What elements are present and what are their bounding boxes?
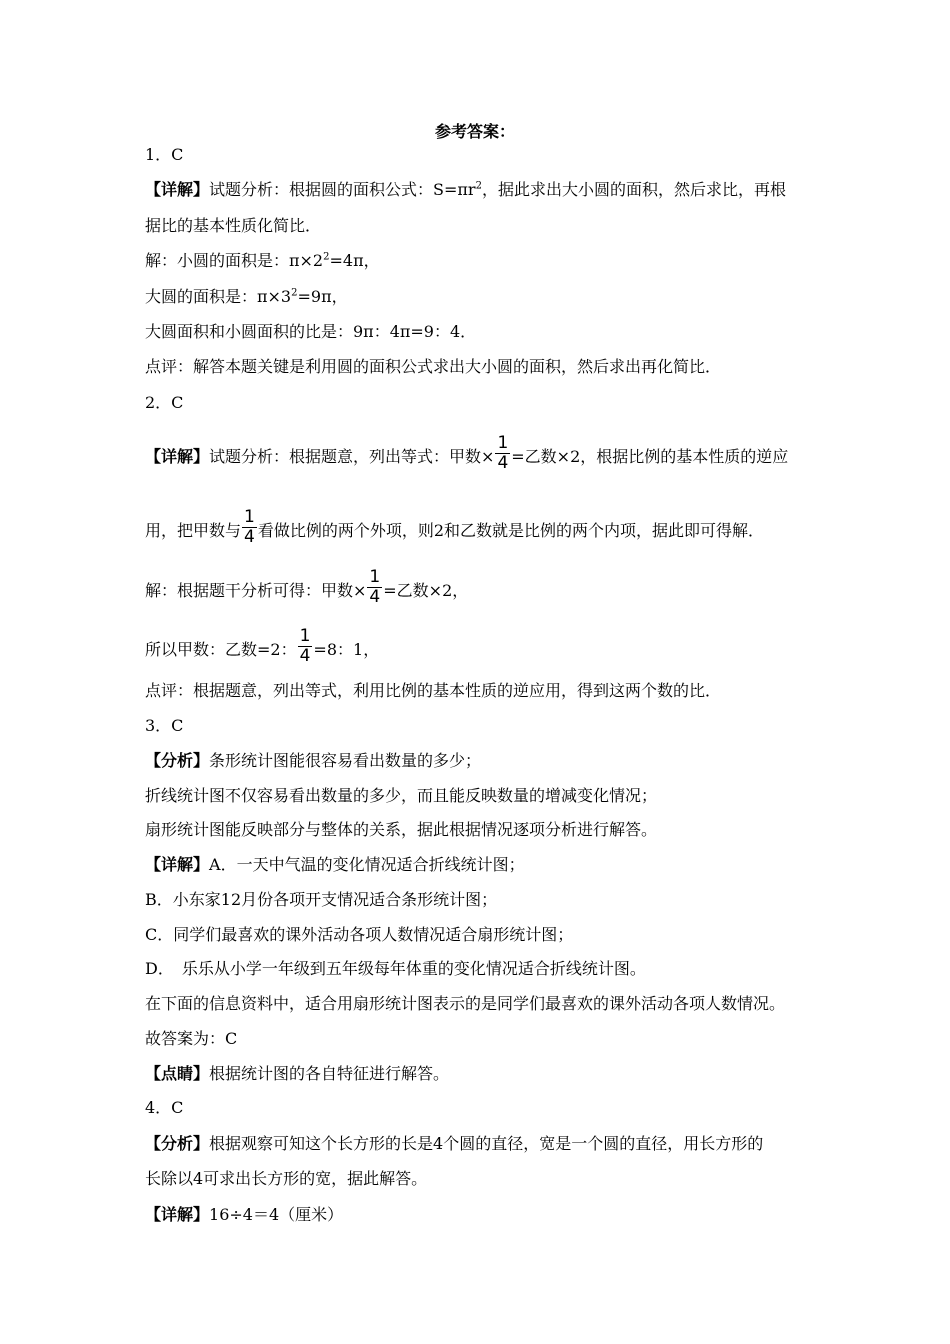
- fraction-one-quarter: [367, 568, 382, 607]
- q3-a1: 条形统计图能很容易看出数量的多少；: [209, 751, 482, 770]
- q1-exponent: 2: [475, 180, 482, 192]
- q2-d2b: 看做比例的两个外项，则2和乙数就是比例的两个内项，据此即可得解．: [257, 521, 765, 540]
- q3-point: [145, 1064, 449, 1084]
- q1-detail-line-2: 据比的基本性质化简比．: [145, 216, 322, 235]
- fraction-one-quarter: [495, 434, 510, 473]
- q4-detail: [145, 1205, 343, 1225]
- q3-analysis-tag: 【分析】: [145, 751, 210, 770]
- q1-small-a: 解：小圆的面积是：π×2: [145, 251, 324, 270]
- frac-den: 4: [369, 587, 381, 607]
- q2-comment: 点评：根据题意，列出等式，利用比例的基本性质的逆应用，得到这两个数的比．: [145, 681, 722, 700]
- q2-solution-1: [145, 567, 469, 611]
- q1-small-exponent: 2: [323, 251, 330, 263]
- q2-s1b: =乙数×2，: [383, 581, 469, 600]
- q2-solution-2: [145, 626, 380, 670]
- frac-num: 1: [299, 626, 311, 646]
- q3-detail-b: B．小东家12月份各项开支情况适合条形统计图；: [145, 890, 498, 909]
- q4-analysis-tag: 【分析】: [145, 1134, 210, 1153]
- fraction-one-quarter: [242, 508, 257, 547]
- q1-detail-text-b: ，据此求出大小圆的面积，然后求比，再根: [481, 180, 786, 199]
- q1-small-circle-area: [145, 251, 380, 271]
- q1-detail-text-a: 试题分析：根据圆的面积公式：S=πr: [209, 180, 476, 199]
- q2-s2b: =8：1，: [313, 640, 380, 659]
- q4-detail-tag: 【详解】: [145, 1205, 210, 1224]
- q1-big-b: =9π，: [297, 287, 348, 306]
- q2-d1a: 试题分析：根据题意，列出等式：甲数×: [209, 447, 495, 466]
- frac-den: 4: [299, 646, 311, 666]
- q4-head: 4．C: [145, 1098, 184, 1117]
- q3-detail-d: D． 乐乐从小学一年级到五年级每年体重的变化情况适合折线统计图。: [145, 959, 646, 978]
- q1-detail-tag: 【详解】: [145, 180, 210, 199]
- frac-den: 4: [497, 453, 509, 473]
- q3-detail-tag: 【详解】: [145, 855, 210, 874]
- q2-s2a: 所以甲数：乙数=2：: [145, 640, 297, 659]
- q2-detail-tag: 【详解】: [145, 447, 210, 466]
- q3-point-tag: 【点睛】: [145, 1064, 210, 1083]
- frac-num: 1: [497, 433, 509, 453]
- q1-big-circle-area: [145, 287, 348, 307]
- q2-head: 2．C: [145, 393, 184, 412]
- q3-head: 3．C: [145, 716, 184, 735]
- q4-a1: 根据观察可知这个长方形的长是4个圆的直径，宽是一个圆的直径，用长方形的: [209, 1134, 764, 1153]
- q1-head: 1．C: [145, 145, 184, 164]
- q1-small-b: =4π，: [329, 251, 380, 270]
- q3-answer: 故答案为：C: [145, 1029, 238, 1048]
- q3-da: A．一天中气温的变化情况适合折线统计图；: [209, 855, 525, 874]
- q3-detail-a: [145, 855, 525, 875]
- q1-big-exponent: 2: [291, 287, 298, 299]
- q3-analysis-3: 扇形统计图能反映部分与整体的关系，据此根据情况逐项分析进行解答。: [145, 820, 658, 839]
- q2-d2a: 用，把甲数与: [145, 521, 242, 540]
- q2-detail-line-2: [145, 507, 765, 551]
- page-title: 参考答案：: [434, 122, 515, 141]
- fraction-one-quarter: [298, 627, 313, 666]
- frac-den: 4: [244, 527, 255, 547]
- q1-ratio: 大圆面积和小圆面积的比是：9π：4π=9：4．: [145, 322, 477, 341]
- q4-analysis-1: [145, 1134, 763, 1154]
- q1-big-a: 大圆的面积是：π×3: [145, 287, 292, 306]
- q3-analysis-2: 折线统计图不仅容易看出数量的多少，而且能反映数量的增减变化情况；: [145, 786, 658, 805]
- q3-point-text: 根据统计图的各自特征进行解答。: [209, 1064, 450, 1083]
- q3-conclusion: 在下面的信息资料中，适合用扇形统计图表示的是同学们最喜欢的课外活动各项人数情况。: [145, 994, 786, 1013]
- q2-s1a: 解：根据题干分析可得：甲数×: [145, 581, 367, 600]
- q1-detail-line-1: [145, 180, 786, 200]
- q2-d1b: =乙数×2，根据比例的基本性质的逆应: [511, 447, 789, 466]
- frac-num: 1: [244, 507, 255, 527]
- q3-detail-c: C．同学们最喜欢的课外活动各项人数情况适合扇形统计图；: [145, 925, 574, 944]
- q3-analysis-1: [145, 751, 481, 771]
- frac-num: 1: [369, 567, 381, 587]
- q4-analysis-2: 长除以4可求出长方形的宽，据此解答。: [145, 1169, 428, 1188]
- q4-d1: 16÷4＝4（厘米）: [209, 1205, 344, 1224]
- q2-detail-line-1: [145, 433, 789, 477]
- q1-comment: 点评：解答本题关键是利用圆的面积公式求出大小圆的面积，然后求出再化简比．: [145, 357, 722, 376]
